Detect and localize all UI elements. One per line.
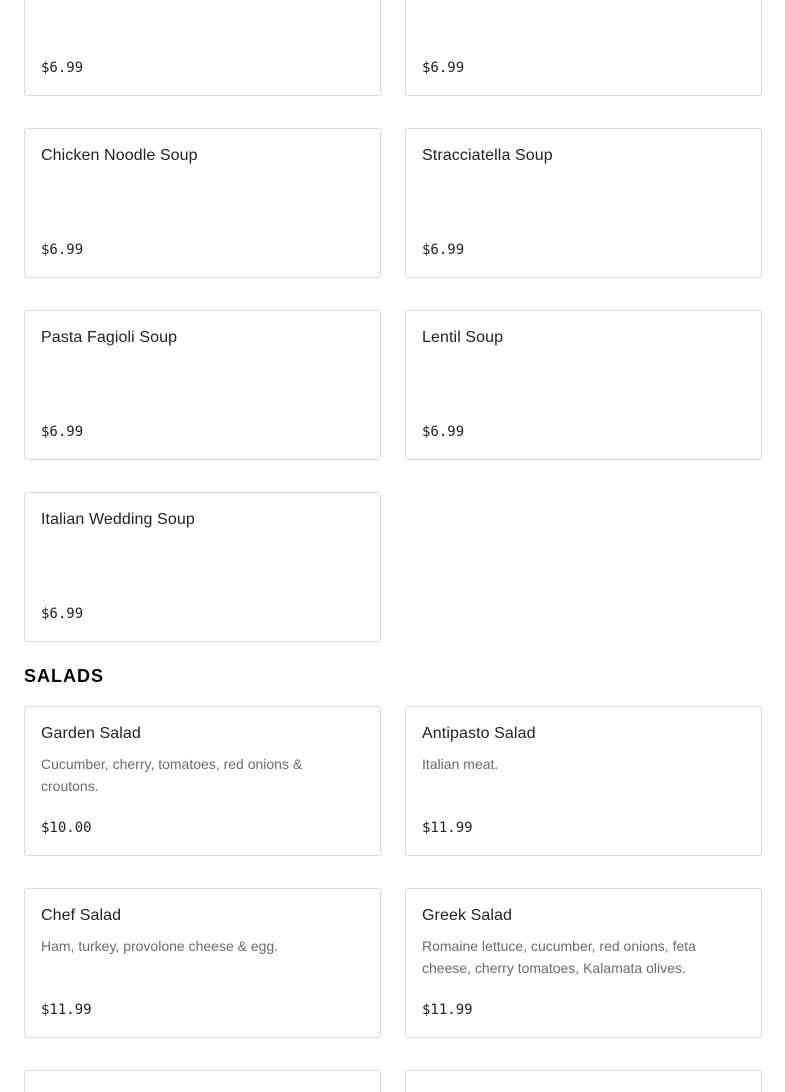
menu-item-card[interactable] — [24, 310, 381, 460]
menu-item-price: $6.99 — [41, 60, 84, 76]
menu-item-price: $11.99 — [422, 1002, 473, 1018]
menu-item-name: Chef Salad — [41, 907, 122, 924]
menu-item-price: $6.99 — [422, 60, 465, 76]
menu-item-price: $11.99 — [41, 1002, 92, 1018]
menu-item-price: $10.00 — [41, 820, 92, 836]
menu-item-card[interactable] — [405, 310, 762, 460]
menu-item-card[interactable] — [24, 888, 381, 1038]
menu-item-name: Antipasto Salad — [422, 725, 536, 742]
menu-item-price: $6.99 — [422, 424, 465, 440]
menu-item-card[interactable] — [24, 492, 381, 642]
menu-item-card[interactable] — [405, 706, 762, 856]
menu-item-description: Ham, turkey, provolone cheese & egg. — [41, 938, 279, 954]
menu-item-card[interactable] — [405, 888, 762, 1038]
menu-item-card[interactable] — [24, 0, 381, 96]
menu-item-price: $11.99 — [422, 820, 473, 836]
menu-item-name: Chicken Noodle Soup — [41, 147, 198, 164]
menu-item-name: Italian Wedding Soup — [41, 511, 195, 528]
menu-item-card[interactable] — [405, 0, 762, 96]
section-title-salads: SALADS — [24, 666, 105, 686]
menu-item-price: $6.99 — [41, 242, 84, 258]
menu-item-description: Romaine lettuce, cucumber, red onions, feta cheese, cherry tomatoes, Kalamata olives. — [422, 938, 696, 976]
menu-item-name: Stracciatella Soup — [422, 147, 553, 164]
menu-item-description: Italian meat. — [422, 756, 499, 772]
menu-item-name: Lentil Soup — [422, 329, 504, 346]
menu-item-card[interactable] — [24, 1070, 381, 1092]
menu-item-price: $6.99 — [41, 606, 84, 622]
menu-item-card[interactable] — [24, 128, 381, 278]
menu-item-card[interactable] — [24, 706, 381, 856]
menu-item-card[interactable] — [405, 1070, 762, 1092]
menu-item-price: $6.99 — [422, 242, 465, 258]
menu-item-card[interactable] — [405, 128, 762, 278]
menu-item-name: Garden Salad — [41, 725, 141, 742]
menu-item-name: Pasta Fagioli Soup — [41, 329, 178, 346]
menu-item-description: Cucumber, cherry, tomatoes, red onions & croutons. — [41, 756, 303, 794]
menu-item-price: $6.99 — [41, 424, 84, 440]
menu-item-name: Greek Salad — [422, 907, 513, 924]
